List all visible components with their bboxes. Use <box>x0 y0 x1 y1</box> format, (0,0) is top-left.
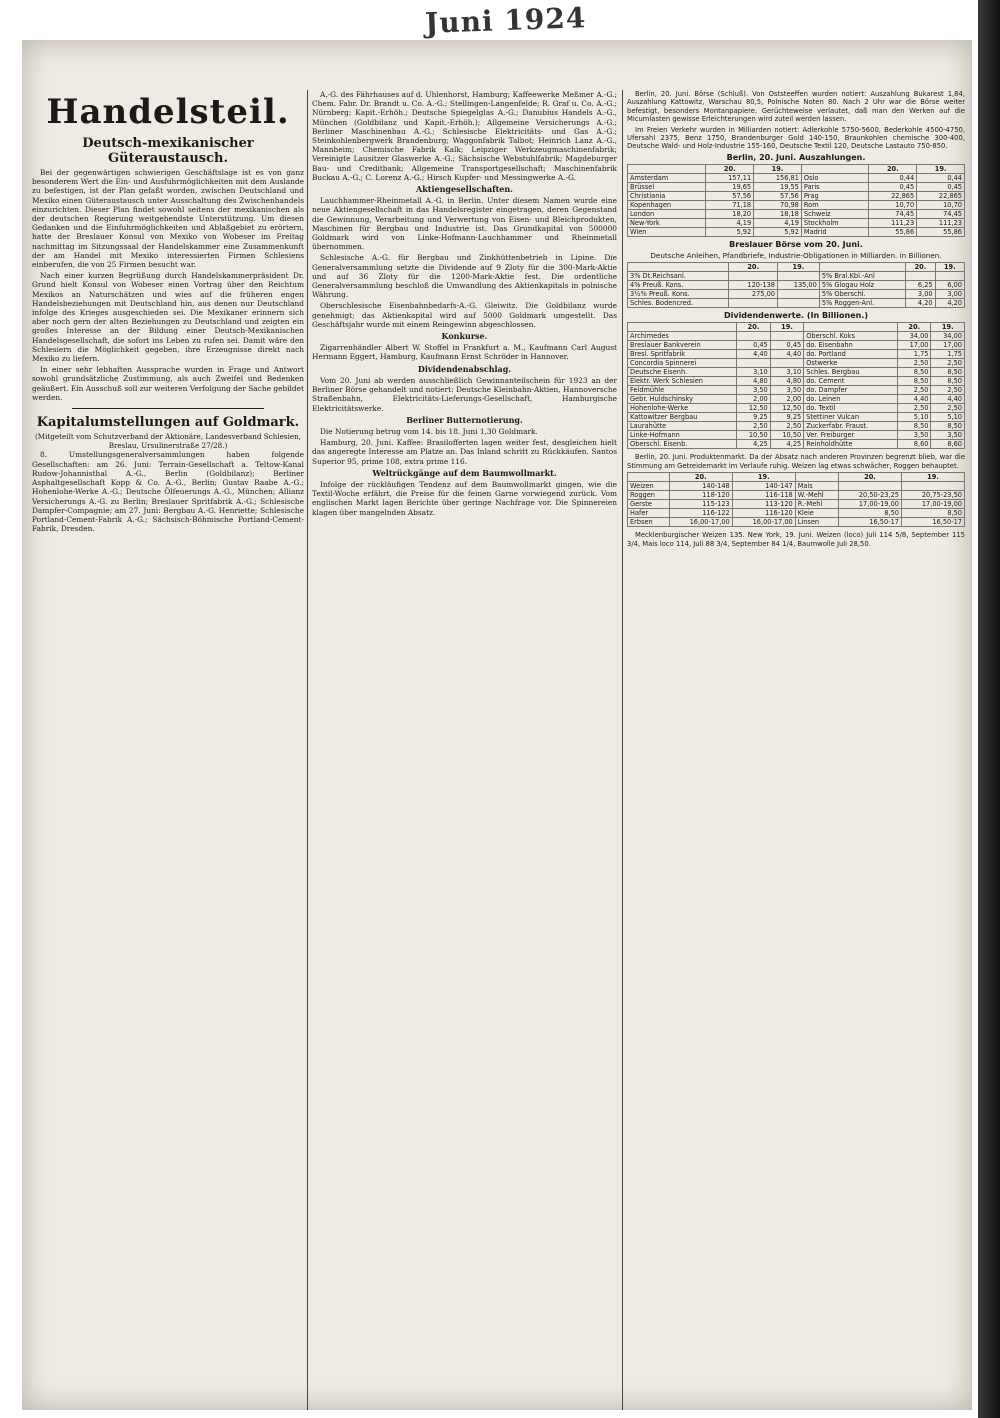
column-header: 19. <box>777 263 819 272</box>
article-paragraph: Berlin, 20. Juni. Börse (Schluß). Von Oststeeffen wurden notiert: Auszahlung Bukarest 1,84, Auszahlung Kattowitz, Warschau 80,5, Polnische Noten 80. Nach 2 Uhr war die Börse weiter befestigt, besonders Montanpapiere. Gerüchteweise verlautet, daß man den Werken auf die Micumlasten gewisse Erleichterungen wird zuteil werden lassen. <box>627 90 965 124</box>
table-cell: 10,50 <box>737 431 770 440</box>
table-cell: 4,40 <box>770 350 803 359</box>
article-paragraph: A.-G. des Fährhauses auf d. Uhlenhorst, Hamburg; Kaffeewerke Meßmer A.-G.; Chem. Fabr. Dr. Brandt u. Co. A.-G.; Stellingen-Langenfelde; R. Graf u. Co. A.-G.; Nürnberg; Kapit.-Erhöh.; Deutsche Spiegelglas A.-G.; Danubius Handels A.-G., München (Goldbilanz und Kapit.-Erhöh.); Allgemeine Versicherungs A.-G.; Berliner Maschinenbau A.-G.; Schlesische Elektricitäts- und Gas A.-G.; Steinkohlenbergwerk Brandenburg; Waggonfabrik Talbot; Heinrich Lanz A.-G., Mannheim; Chemische Fabrik Kalk; Leipziger Werkzeugmaschinenfabrik; Vereinigte Lausitzer Glaswerke A.-G.; Sächsische Webstuhlfabrik; Magdeburger Bau- und Creditbank; Allgemeine Transportgesellschaft; Maschinenfabrik Buckau A.-G.; C. Lorenz A.-G.; Hirsch Kupfer- und Messingwerke A.-G. <box>312 90 617 182</box>
table-header-row <box>628 165 965 174</box>
table-cell: Kattowitzer Bergbau <box>628 413 737 422</box>
grain-table <box>627 472 965 527</box>
table-cell: 275,00 <box>729 290 778 299</box>
column-header <box>801 165 869 174</box>
table-cell: 0,45 <box>737 341 770 350</box>
table-cell: Brüssel <box>628 183 706 192</box>
table-row <box>628 192 965 201</box>
table-row <box>628 377 965 386</box>
table-cell: 4,80 <box>737 377 770 386</box>
table-row <box>628 281 965 290</box>
table-cell: 3% Dt.Reichsanl. <box>628 272 729 281</box>
table-cell: 74,45 <box>869 210 917 219</box>
table-cell <box>838 482 901 491</box>
table-cell: 20,50-23,25 <box>838 491 901 500</box>
table-cell: 2,50 <box>931 359 965 368</box>
table-cell: 116-118 <box>732 491 795 500</box>
table-cell: Erbsen <box>628 518 670 527</box>
table-cell: 4,25 <box>737 440 770 449</box>
table-cell: 17,00 <box>898 341 931 350</box>
table-cell: Stettiner Vulcan <box>804 413 898 422</box>
column-header <box>628 165 706 174</box>
table-cell: Bresl. Spritfabrik <box>628 350 737 359</box>
table-cell: 34,00 <box>898 332 931 341</box>
table-cell: Madrid <box>801 228 869 237</box>
table-cell: 4,20 <box>935 299 964 308</box>
table-cell: Amsterdam <box>628 174 706 183</box>
column-header: 20. <box>898 323 931 332</box>
table-cell <box>729 272 778 281</box>
table-cell: Schles. Bodencred. <box>628 299 729 308</box>
table-cell: 34,00 <box>931 332 965 341</box>
table-cell <box>777 272 819 281</box>
table-cell: 70,98 <box>754 201 802 210</box>
table-cell: 116-120 <box>732 509 795 518</box>
table-cell: 1,75 <box>931 350 965 359</box>
table-cell: Hohenlohe-Werke <box>628 404 737 413</box>
table-cell: Prag <box>801 192 869 201</box>
table-cell: 157,11 <box>706 174 754 183</box>
column-1 <box>32 90 304 1410</box>
table-cell: 135,00 <box>777 281 819 290</box>
table-cell: 0,45 <box>770 341 803 350</box>
article-paragraph: Infolge der rückläufigen Tendenz auf dem Baumwollmarkt gingen, wie die Textil-Woche erfährt, die Preise für die feinen Garne vorwiegend zurück. Vom englischen Markt lagen Berichte über geringe Nachfrage vor. Die Spinnereien klagen über mangelnden Absatz. <box>312 479 617 517</box>
table-cell: 5,92 <box>754 228 802 237</box>
table-row <box>628 386 965 395</box>
table-cell: 8,50 <box>838 509 901 518</box>
table-cell: 5% Oberschl. <box>819 290 905 299</box>
table-cell <box>770 359 803 368</box>
table-cell: 9,25 <box>770 413 803 422</box>
column-header: 19. <box>935 263 964 272</box>
table-cell: Stockholm <box>801 219 869 228</box>
table-cell: Mais <box>795 482 838 491</box>
table-cell: New-York <box>628 219 706 228</box>
table-cell: 3,00 <box>935 290 964 299</box>
table-cell: Linsen <box>795 518 838 527</box>
column-rule <box>622 90 623 1410</box>
table-cell: 10,70 <box>869 201 917 210</box>
column-header <box>628 263 729 272</box>
table-cell: 20,75-23,50 <box>901 491 964 500</box>
table-cell: Gerste <box>628 500 670 509</box>
table-cell <box>729 299 778 308</box>
table-row <box>628 368 965 377</box>
exchange-table <box>627 164 965 237</box>
column-header <box>628 323 737 332</box>
table-cell: 57,56 <box>754 192 802 201</box>
table-cell: 156,81 <box>754 174 802 183</box>
table-cell: do. Textil <box>804 404 898 413</box>
table-header-row <box>628 323 965 332</box>
table-cell: 4,20 <box>906 299 935 308</box>
table-cell: 4,40 <box>898 395 931 404</box>
column-header <box>804 323 898 332</box>
table-cell: do. Portland <box>804 350 898 359</box>
table-cell: 2,50 <box>737 422 770 431</box>
table-cell: Wien <box>628 228 706 237</box>
table-cell: 10,70 <box>917 201 965 210</box>
table-row <box>628 272 965 281</box>
table-cell: Weizen <box>628 482 670 491</box>
dividend-table <box>627 322 965 449</box>
article-subtitle: (Mitgeteilt vom Schutzverband der Aktionäre, Landesverband Schlesien, Breslau, Ursulinerstraße 27/28.) <box>34 432 302 451</box>
column-header: 20. <box>669 473 732 482</box>
table-cell: 55,86 <box>869 228 917 237</box>
table-cell: 1,75 <box>898 350 931 359</box>
table-cell: 8,60 <box>931 440 965 449</box>
column-header: 19. <box>732 473 795 482</box>
table-cell: 6,25 <box>906 281 935 290</box>
table-cell: 16,50-17 <box>838 518 901 527</box>
column-header: 20. <box>906 263 935 272</box>
table-row <box>628 491 965 500</box>
table-row <box>628 500 965 509</box>
table-heading: Berlin, 20. Juni. Auszahlungen. <box>726 152 866 162</box>
table-cell: Linke-Hofmann <box>628 431 737 440</box>
column-header: 19. <box>917 165 965 174</box>
article-paragraph: Berlin, 20. Juni. Produktenmarkt. Da der Absatz nach anderen Provinzen begrenzt blieb, war die Stimmung am Getreidemarkt im Verlaufe ruhig. Weizen lag etwas schwächer, Roggen behauptet. <box>627 453 965 470</box>
article-paragraph: Oberschlesische Eisenbahnbedarfs-A.-G. Gleiwitz. Die Goldbilanz wurde genehmigt; das Aktienkapital wird auf 5000 Goldmark umgestellt. Das Geschäftsjahr wurde mit einem Reingewinn abgeschlossen. <box>312 301 617 329</box>
table-cell: Archimedes <box>628 332 737 341</box>
table-cell: 71,18 <box>706 201 754 210</box>
table-cell: 3½% Preuß. Kons. <box>628 290 729 299</box>
table-cell: Schweiz <box>801 210 869 219</box>
table-cell: Rom <box>801 201 869 210</box>
table-cell: 2,50 <box>898 386 931 395</box>
table-cell: 2,00 <box>770 395 803 404</box>
table-cell: 0,45 <box>917 183 965 192</box>
section-title: Handelsteil. <box>46 92 290 132</box>
divider <box>72 408 264 409</box>
table-cell: Breslauer Bankverein <box>628 341 737 350</box>
table-cell: Roggen <box>628 491 670 500</box>
article-paragraph: Im Freien Verkehr wurden in Milliarden notiert: Adlerkohle 5750-5600, Bederkohle 4500-4750, Ufersahl 2375, Benz 1750, Brandenburger Gold 140-150, Braunkohlen chemische 300-400, Deutsche Wald- und Holz-Industrie 155-160, Deutsche Textil 120, Deutsche Lastauto 750-850. <box>627 125 965 151</box>
table-row <box>628 350 965 359</box>
table-cell: 22,865 <box>869 192 917 201</box>
table-cell: 12,50 <box>770 404 803 413</box>
table-cell: 5% Bral.Kbl.-Anl <box>819 272 905 281</box>
table-cell: 116-122 <box>669 509 732 518</box>
table-cell <box>901 482 964 491</box>
table-cell: 74,45 <box>917 210 965 219</box>
column-header: 20. <box>838 473 901 482</box>
table-cell: Schles. Bergbau <box>804 368 898 377</box>
table-cell <box>906 272 935 281</box>
table-cell: 3,10 <box>770 368 803 377</box>
table-cell: R.-Mehl <box>795 500 838 509</box>
article-heading: Aktiengesellschaften. <box>416 184 513 195</box>
table-cell: 4,40 <box>737 350 770 359</box>
table-cell: 8,50 <box>901 509 964 518</box>
table-cell <box>737 359 770 368</box>
table-row <box>628 482 965 491</box>
table-cell <box>777 299 819 308</box>
table-cell: 3,50 <box>770 386 803 395</box>
table-cell: 8,50 <box>898 368 931 377</box>
article-paragraph: Mecklenburgischer Weizen 135. New York, 19. Juni. Weizen (loco) Juli 114 5/8, September 115 3/4, Mais loco 114, Juli 88 3/4, September 84 1/4, Baumwolle Juli 28,50. <box>627 531 965 548</box>
table-row <box>628 174 965 183</box>
table-cell: 8,50 <box>898 422 931 431</box>
table-row <box>628 440 965 449</box>
table-row <box>628 290 965 299</box>
table-cell: Kleie <box>795 509 838 518</box>
table-cell: Ostwerke <box>804 359 898 368</box>
table-cell: Oslo <box>801 174 869 183</box>
article-paragraph: In einer sehr lebhaften Aussprache wurden in Frage und Antwort sowohl grundsätzliche Zustimmung, als auch Zweifel und Bedenken geäußert. Ein Ausschuß soll zur weiteren Verfolgung der Sache gebildet werden. <box>32 365 304 402</box>
column-header: 19. <box>931 323 965 332</box>
table-cell <box>777 290 819 299</box>
column-header: 19. <box>770 323 803 332</box>
article-paragraph: Bei der gegenwärtigen schwierigen Geschäftslage ist es von ganz besonderem Wert die Ein- und Ausfuhrmöglichkeiten mit dem Auslande zu befestigen, ist der Plan gefaßt worden, zwischen Deutschland und Mexiko einen Güteraustausch unter Ausschaltung des Zwischenhandels einzurichten. Dieser Plan findet sowohl seitens der mexikanischen als der deutschen Regierung weitgehendste Unterstützung. Um diesen Gedanken und die Einfuhrmöglichkeiten und Ablaßgebiet zu erörtern, hatte der Breslauer Konsul von Mexiko von Wobeser im Freitag nachmittag im Sitzungssaal der Handelskammer eine Zusammenkunft der am Handel mit Mexiko interessierten Firmen Schlesiens einberufen, die von 25 Firmen besucht war. <box>32 168 304 270</box>
table-cell: 118-120 <box>669 491 732 500</box>
table-cell: 8,50 <box>931 368 965 377</box>
table-cell: 4,80 <box>770 377 803 386</box>
article-paragraph: Hamburg, 20. Juni. Kaffee: Brasilofferten lagen weiter fest, desgleichen hielt das angeregte Interesse am Platze an. Das Inland schritt zu Rückkäufen. Santos Superior 95, prime 108, extra prime 116. <box>312 438 617 466</box>
table-cell: 3,50 <box>898 431 931 440</box>
table-cell: 2,50 <box>931 404 965 413</box>
table-cell: 3,10 <box>737 368 770 377</box>
column-header: 20. <box>737 323 770 332</box>
table-cell: 120-138 <box>729 281 778 290</box>
table-cell: 8,60 <box>898 440 931 449</box>
table-row <box>628 341 965 350</box>
column-3 <box>627 90 965 1410</box>
article-heading: Deutsch-mexikanischer Güteraustausch. <box>82 136 254 166</box>
table-cell: Christiania <box>628 192 706 201</box>
column-header: 20. <box>869 165 917 174</box>
article-paragraph: Die Notierung betrug vom 14. bis 18. Juni 1,30 Goldmark. <box>320 426 538 436</box>
table-cell: 8,50 <box>898 377 931 386</box>
table-cell <box>935 272 964 281</box>
article-heading: Konkurse. <box>441 331 488 342</box>
table-cell: 115-123 <box>669 500 732 509</box>
table-cell: Elektr. Werk Schlesien <box>628 377 737 386</box>
column-2 <box>312 90 617 1410</box>
table-cell: 16,00-17,00 <box>669 518 732 527</box>
column-header: 20. <box>706 165 754 174</box>
table-row <box>628 509 965 518</box>
table-cell: Oberschl. Koks <box>804 332 898 341</box>
table-row <box>628 299 965 308</box>
table-cell: 2,50 <box>770 422 803 431</box>
column-header: 19. <box>754 165 802 174</box>
table-cell: 4% Preuß. Kons. <box>628 281 729 290</box>
table-cell: 2,00 <box>737 395 770 404</box>
table-row <box>628 431 965 440</box>
table-cell: 0,45 <box>869 183 917 192</box>
table-cell: 8,50 <box>931 422 965 431</box>
table-row <box>628 404 965 413</box>
table-cell: 17,00-19,00 <box>901 500 964 509</box>
table-cell: do. Dampfer <box>804 386 898 395</box>
table-cell: Laurahütte <box>628 422 737 431</box>
table-cell: 2,50 <box>931 386 965 395</box>
table-cell: Gebr. Huldschinsky <box>628 395 737 404</box>
table-cell: 4,25 <box>770 440 803 449</box>
table-header-row <box>628 263 965 272</box>
article-heading: Kapitalumstellungen auf Goldmark. <box>36 415 300 431</box>
table-cell: do. Cement <box>804 377 898 386</box>
table-cell: 4,19 <box>754 219 802 228</box>
table-cell: 113-120 <box>732 500 795 509</box>
table-cell: Feldmühle <box>628 386 737 395</box>
table-cell: 3,00 <box>906 290 935 299</box>
table-cell: Ver. Freiburger <box>804 431 898 440</box>
table-cell: Deutsche Eisenh. <box>628 368 737 377</box>
table-cell: do. Eisenbahn <box>804 341 898 350</box>
table-cell: 5% Glogau Holz <box>819 281 905 290</box>
table-heading: Breslauer Börse vom 20. Juni. <box>729 240 863 250</box>
table-row <box>628 219 965 228</box>
bonds-table <box>627 262 965 308</box>
scan-edge <box>978 0 1000 1418</box>
table-cell: Oberschl. Eisenb. <box>628 440 737 449</box>
article-heading: Weltrückgänge auf dem Baumwollmarkt. <box>372 467 557 478</box>
table-cell: 16,00-17,00 <box>732 518 795 527</box>
table-cell: 55,86 <box>917 228 965 237</box>
table-cell: 10,50 <box>770 431 803 440</box>
table-row <box>628 332 965 341</box>
table-row <box>628 518 965 527</box>
table-row <box>628 183 965 192</box>
column-header: 19. <box>901 473 964 482</box>
table-cell: 5,92 <box>706 228 754 237</box>
table-cell: 8,50 <box>931 377 965 386</box>
table-row <box>628 210 965 219</box>
article-paragraph: Lauchhammer-Rheinmetall A.-G. in Berlin. Unter diesem Namen wurde eine neue Aktiengesellschaft in das Handelsregister eingetragen, deren Gegenstand die Gewinnung, Verarbeitung und Verwertung von Eisen- und Bleichprodukten, Maschinen für Bergbau und Industrie ist. Das Grundkapital von 500000 Goldmark wird von Linke-Hofmann-Lauchhammer und Rheinmetall übernommen. <box>312 196 617 252</box>
column-header <box>795 473 838 482</box>
paper-sheet <box>22 40 972 1410</box>
table-cell: 17,00 <box>931 341 965 350</box>
table-cell: 57,56 <box>706 192 754 201</box>
table-heading: Dividendenwerte. (In Billionen.) <box>723 311 869 321</box>
table-cell: Hafer <box>628 509 670 518</box>
table-cell: do. Leinen <box>804 395 898 404</box>
table-cell: 19,65 <box>706 183 754 192</box>
table-cell: Reinholdhütte <box>804 440 898 449</box>
table-cell: 2,50 <box>898 359 931 368</box>
table-cell <box>737 332 770 341</box>
table-cell: 4,40 <box>931 395 965 404</box>
table-cell: 3,50 <box>931 431 965 440</box>
table-cell: 2,50 <box>898 404 931 413</box>
column-header <box>628 473 670 482</box>
table-row <box>628 228 965 237</box>
article-paragraph: 8. Umstellungsgeneralversammlungen haben folgende Gesellschaften: am 26. Juni: Terrain-Gesellschaft a. Teltow-Kanal Rudow-Johannisthal A.-G., Berlin (Goldbilanz); Berliner Asphaltgesellschaft Kopp & Co. A.-G., Berlin; Gustav Raabe A.-G.; Hohenlohe-Werke A.-G.; Deutsche Ölfeuerungs A.-G., München; Allianz Versicherungs A.-G. zu Berlin; Breslauer Spritfabrik A.-G.; Schlesische Dampfer-Compagnie; am 27. Juni: Bergbau A.-G. Henriette; Schlesische Portland-Cement-Fabrik A.-G.; Sächsisch-Böhmische Portland-Cement-Fabrik, Dresden. <box>32 450 304 534</box>
table-cell: Zuckerfabr. Fraust. <box>804 422 898 431</box>
column-header <box>819 263 905 272</box>
article-paragraph: Nach einer kurzen Begrüßung durch Handelskammerpräsident Dr. Grund hielt Konsul von Wobeser einen Vortrag über den Reichtum Mexikos an Naturschätzen und wies auf die früheren engen Handelsbeziehungen mit Deutschland hin, aus denen nur Deutschland infolge des Krieges ausgeschieden sei. Die Mexikaner erinnern sich aber noch gern der alten Beziehungen zu Deutschland und zeigten ein großes Interesse an der Bildung einer Deutsch-Mexikanischen Handelsgesellschaft, die sofort ins Leben zu rufen sei. Damit wäre den Schlesiern die Möglichkeit gegeben, ihre Erzeugnisse direkt nach Mexiko zu liefern. <box>32 271 304 364</box>
table-cell: 140-148 <box>669 482 732 491</box>
article-paragraph: Vom 20. Juni ab werden ausschließlich Gewinnanteilschein für 1923 an der Berliner Börse gehandelt und notiert: Deutsche Kleinbahn-Aktien, Hannoversche Straßenbahn, Elektricitäts-Lieferungs-Gesellschaft, Hamburgische Elektricitätswerke. <box>312 375 617 413</box>
article-paragraph: Schlesische A.-G. für Bergbau und Zinkhüttenbetrieb in Lipine. Die Generalversammlung setzte die Dividende auf 9 Zloty für die 300-Mark-Aktie und auf 36 Zloty für die 1200-Mark-Aktie fest. Die ordentliche Generalversammlung beschloß die Umwandlung des Aktienkapitals in polnische Währung. <box>312 253 617 300</box>
table-row <box>628 359 965 368</box>
table-cell: 18,18 <box>754 210 802 219</box>
table-cell: 12,50 <box>737 404 770 413</box>
table-cell: 16,50-17 <box>901 518 964 527</box>
table-cell: 6,00 <box>935 281 964 290</box>
table-cell: 5% Roggen-Anl. <box>819 299 905 308</box>
table-header-row <box>628 473 965 482</box>
table-cell: 111,23 <box>869 219 917 228</box>
table-cell: Concordia Spinnerei <box>628 359 737 368</box>
article-heading: Dividendenabschlag. <box>417 363 512 374</box>
table-cell: 18,20 <box>706 210 754 219</box>
table-row <box>628 395 965 404</box>
table-subheading: Deutsche Anleihen, Pfandbriefe, Industrie-Obligationen in Milliarden. in Billionen. <box>650 250 942 260</box>
table-cell <box>770 332 803 341</box>
table-cell: 9,25 <box>737 413 770 422</box>
table-cell: 0,44 <box>869 174 917 183</box>
table-cell: 3,50 <box>737 386 770 395</box>
column-rule <box>307 90 308 1410</box>
column-header: 20. <box>729 263 778 272</box>
table-cell: Kopenhagen <box>628 201 706 210</box>
date-stamp: Juni 1924 <box>424 1 587 40</box>
table-row <box>628 201 965 210</box>
table-cell: Paris <box>801 183 869 192</box>
table-cell: 0,44 <box>917 174 965 183</box>
table-cell: 5,10 <box>931 413 965 422</box>
table-cell: 19,55 <box>754 183 802 192</box>
table-cell: 140-147 <box>732 482 795 491</box>
article-heading: Berliner Butternotierung. <box>406 414 523 425</box>
table-cell: 4,19 <box>706 219 754 228</box>
table-row <box>628 413 965 422</box>
table-cell: W.-Mehl <box>795 491 838 500</box>
table-cell: 5,10 <box>898 413 931 422</box>
table-cell: 22,865 <box>917 192 965 201</box>
article-paragraph: Zigarrenhändler Albert W. Stoffel in Frankfurt a. M., Kaufmann Carl August Hermann Eggert, Hamburg, Kaufmann Ernst Schröder in Hannover. <box>312 343 617 362</box>
table-row <box>628 422 965 431</box>
table-cell: London <box>628 210 706 219</box>
table-cell: 111,23 <box>917 219 965 228</box>
table-cell: 17,00-19,00 <box>838 500 901 509</box>
